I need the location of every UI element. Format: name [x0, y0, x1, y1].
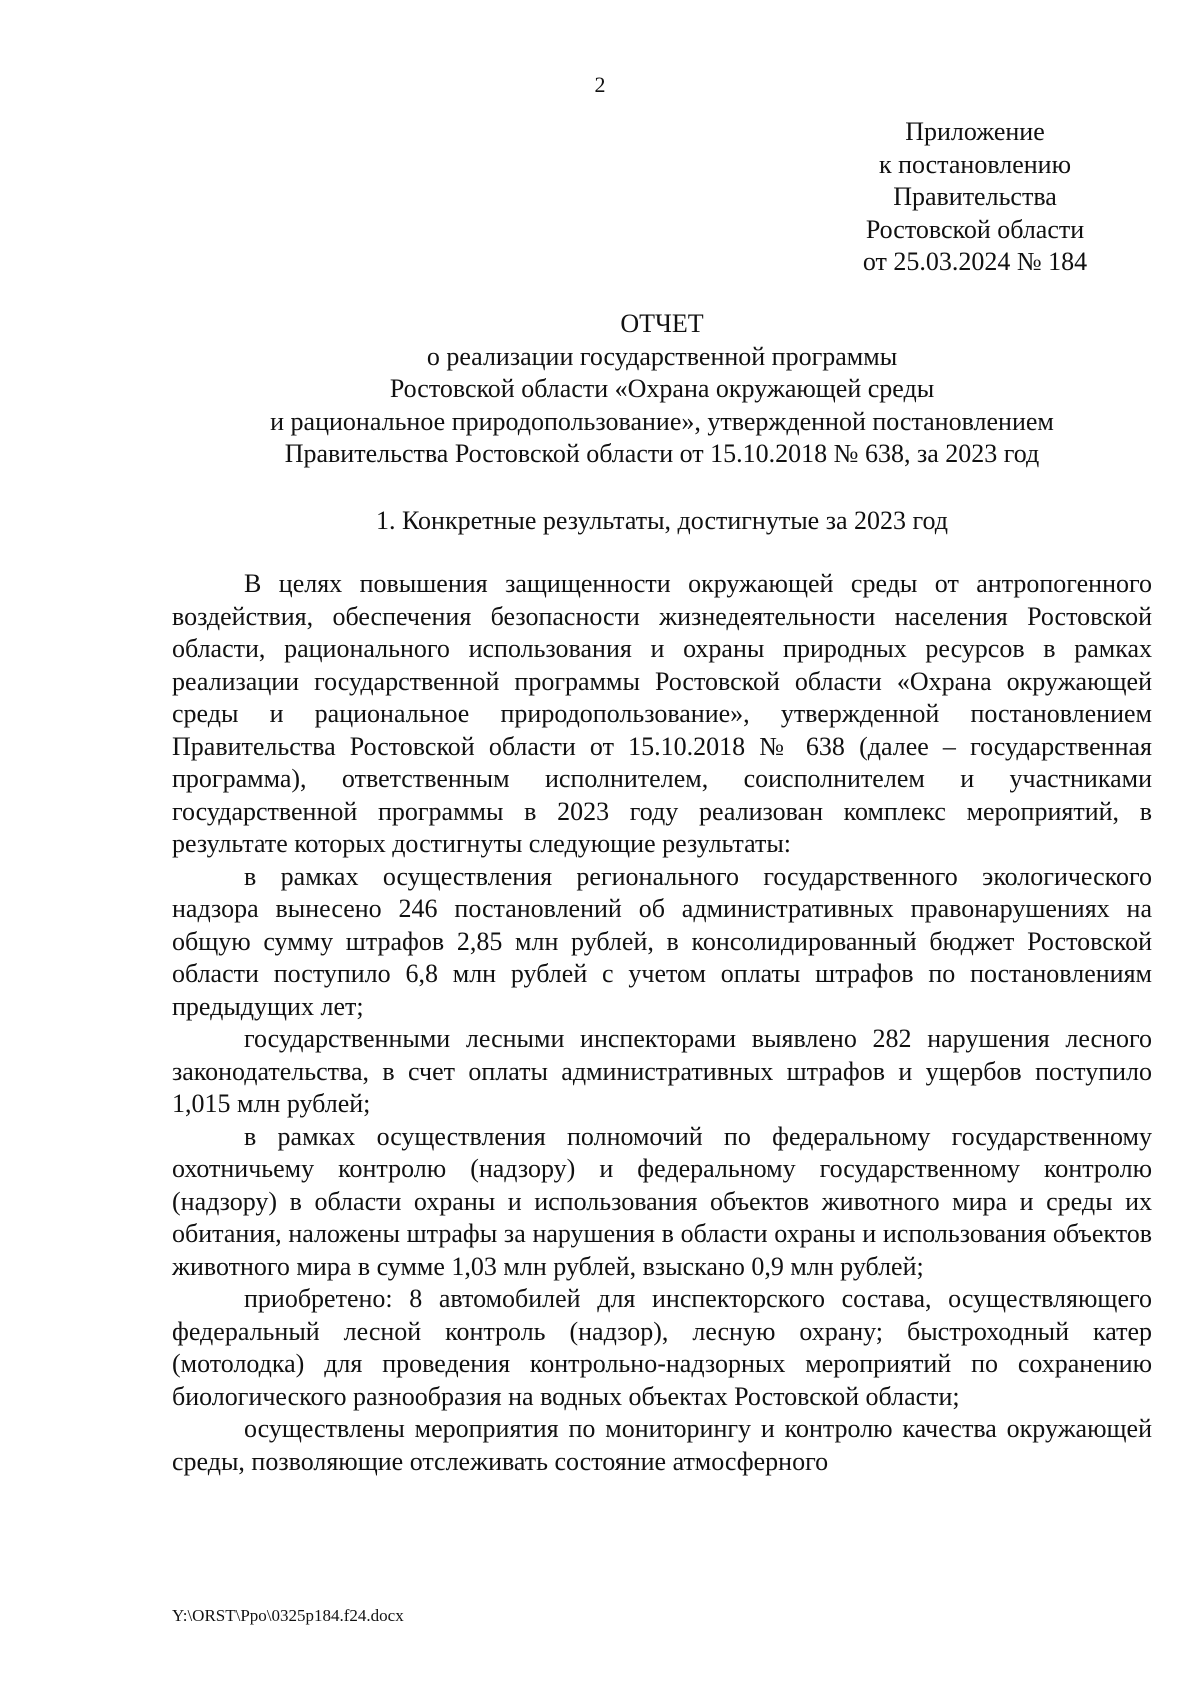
report-subtitle-line: Ростовской области «Охрана окружающей среды [389, 374, 935, 403]
body-paragraph: в рамках осуществления регионального государственного экологического надзора вынесено 246 постановлений об административных правонарушениях на общую сумму штрафов 2,85 млн рублей, в консолидированный бюджет Ростовской области поступило 6,8 млн рублей с учетом оплаты штрафов по постановлениям предыдущих лет; [172, 861, 1152, 1021]
appendix-line: Приложение [905, 117, 1045, 146]
appendix-line: от 25.03.2024 № 184 [862, 247, 1088, 276]
body-paragraph: приобретено: 8 автомобилей для инспекторского состава, осуществляющего федеральный лесной контроль (надзор), лесную охрану; быстроходный катер (мотолодка) для проведения контрольно-надзорных мероприятий по сохранению биологического разнообразия на водных объектах Ростовской области; [172, 1284, 1152, 1411]
section-heading: 1. Конкретные результаты, достигнутые за 2023 год [375, 506, 949, 535]
page-number: 2 [594, 72, 606, 97]
body-paragraph: осуществлены мероприятия по мониторингу и контролю качества окружающей среды, позволяющие отслеживать состояние атмосферного [172, 1414, 1152, 1476]
report-subtitle-line: Правительства Ростовской области от 15.10.2018 № 638, за 2023 год [284, 439, 1040, 468]
appendix-line: Правительства [893, 182, 1057, 211]
body-text [172, 568, 1152, 1478]
body-paragraph: в рамках осуществления полномочий по федеральному государственному охотничьему контролю (надзору) и федеральному государственному контролю (надзору) в области охраны и использования объектов животного мира и среды их обитания, наложены штрафы за нарушения в области охраны и использования объектов животного мира в сумме 1,03 млн рублей, взыскано 0,9 млн рублей; [172, 1121, 1152, 1281]
appendix-line: Ростовской области [865, 214, 1085, 244]
report-title-block [172, 308, 1152, 471]
appendix-block [840, 116, 1110, 279]
body-paragraph: В целях повышения защищенности окружающей среды от антропогенного воздействия, обеспечения безопасности жизнедеятельности населения Ростовской области, рационального использования и охраны природных ресурсов в рамках реализации государственной программы Ростовской области «Охрана окружающей среды и рациональное природопользование», утвержденной постановлением Правительства Ростовской области от 15.10.2018 № 638 (далее – государственная программа), ответственным исполнителем, соисполнителем и участниками государственной программы в 2023 году реализован комплекс мероприятий, в результате которых достигнуты следующие результаты: [172, 569, 1152, 858]
body-paragraph: государственными лесными инспекторами выявлено 282 нарушения лесного законодательства, в счет оплаты административных штрафов и ущербов поступило 1,015 млн рублей; [172, 1024, 1152, 1118]
appendix-line: к постановлению [878, 149, 1072, 179]
report-subtitle-line: и рациональное природопользование», утвержденной постановлением [270, 406, 1054, 436]
footer-file-path: Y:\ORST\Ppo\0325p184.f24.docx [172, 1606, 404, 1625]
report-subtitle-line: о реализации государственной программы [426, 341, 898, 371]
report-title: ОТЧЕТ [620, 309, 704, 338]
